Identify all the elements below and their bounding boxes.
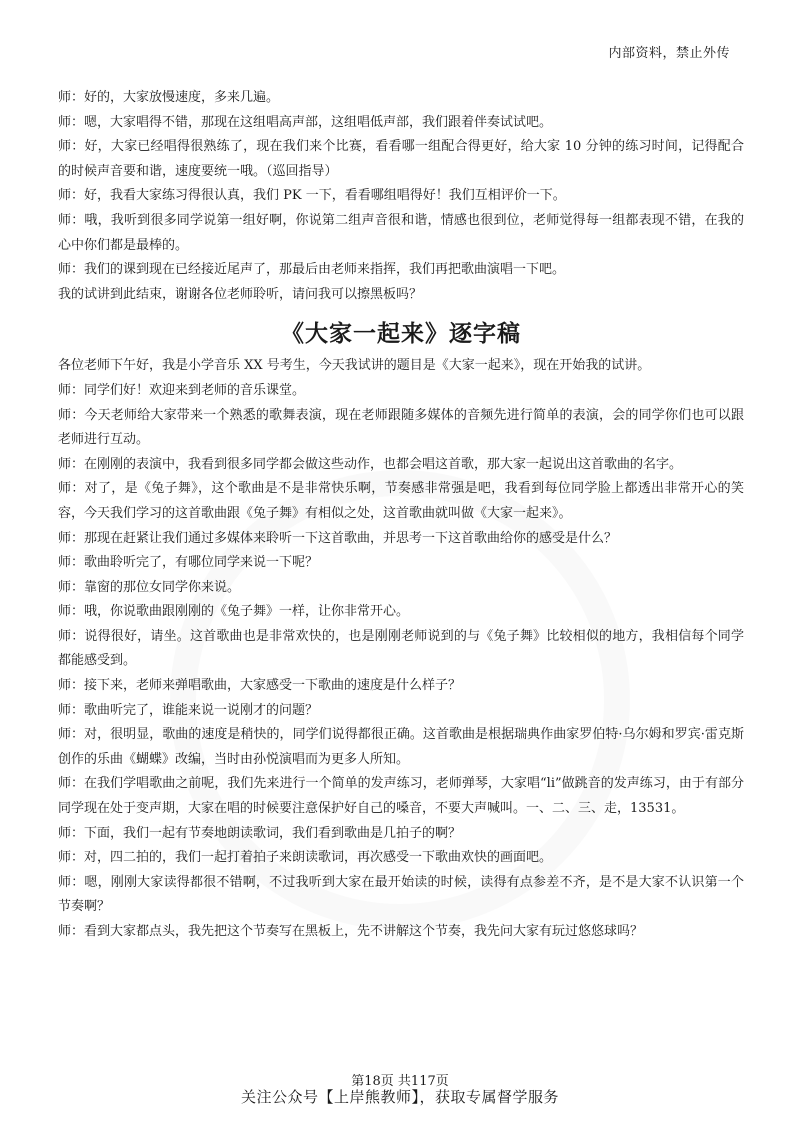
paragraph: 师：对，很明显，歌曲的速度是稍快的，同学们说得都很正确。这首歌曲是根据瑞典作曲家罗伯特·乌尔姆和罗宾·雷克斯创作的乐曲《蝴蝶》改编，当时由孙悦演唱而为更多人所知。: [58, 727, 744, 767]
paragraph: 师：对，四二拍的，我们一起打着拍子来朗读歌词，再次感受一下歌曲欢快的画面吧。: [58, 850, 553, 866]
paragraph: 师：歌曲聆听完了，有哪位同学来说一下呢？: [58, 555, 319, 571]
paragraph: 师：接下来，老师来弹唱歌曲，大家感受一下歌曲的速度是什么样子？: [58, 678, 462, 694]
section-title: 《大家一起来》逐字稿: [281, 321, 521, 348]
page-number: 第18页 共117页: [351, 1074, 449, 1089]
paragraph: 师：哦，我听到很多同学说第一组好啊，你说第二组声音很和谐，情感也很到位，老师觉得每一组都表现不错，在我的心中你们都是最棒的。: [58, 212, 744, 253]
paragraph: 师：下面，我们一起有节奏地朗读歌词，我们看到歌曲是几拍子的啊？: [58, 825, 462, 841]
paragraph: 师：好的，大家放慢速度，多来几遍。: [58, 90, 280, 105]
section-previous-lesson-ending: [58, 86, 744, 307]
paragraph: 师：说得很好，请坐。这首歌曲也是非常欢快的，也是刚刚老师说到的与《兔子舞》比较相似的地方，我相信每个同学都能感受到。: [58, 628, 744, 669]
paragraph: 师：好，大家已经唱得很熟练了，现在我们来个比赛，看看哪一组配合得更好，给大家 10 分钟的练习时间，记得配合的时候声音要和谐，速度要统一哦。（巡回指导）: [58, 139, 744, 179]
paragraph: 师：对了，是《兔子舞》，这个歌曲是不是非常快乐啊，节奏感非常强是吧，我看到每位同学脸上都透出非常开心的笑容，今天我们学习的这首歌曲跟《兔子舞》有相似之处，这首歌曲就叫做《大家一起来》。: [58, 481, 744, 521]
paragraph: 师：好，我看大家练习得很认真，我们 PK 一下，看看哪组唱得好！我们互相评价一下。: [58, 188, 566, 204]
promo-text: 关注公众号【上岸熊教师】，获取专属督学服务: [240, 1088, 559, 1106]
paragraph: 各位老师下午好，我是小学音乐 XX 号考生，今天我试讲的题目是《大家一起来》，现在开始我的试讲。: [58, 358, 651, 374]
paragraph: 师：在刚刚的表演中，我看到很多同学都会做这些动作，也都会唱这首歌，那大家一起说出这首歌曲的名字。: [58, 456, 683, 472]
paragraph: 师：歌曲听完了，谁能来说一说刚才的问题？: [58, 702, 319, 718]
section-transcript: [58, 354, 744, 944]
paragraph: 师：哦，你说歌曲跟刚刚的《兔子舞》一样，让你非常开心。: [58, 604, 410, 620]
paragraph: 我的试讲到此结束，谢谢各位老师聆听，请问我可以擦黑板吗？: [58, 286, 423, 302]
paragraph: 师：在我们学唱歌曲之前呢，我们先来进行一个简单的发声练习，老师弹琴，大家唱“li”做跳音的发声练习，由于有部分同学现在处于变声期，大家在唱的时候要注意保护好自己的嗓音，不要大声喊叫。一、二、三、走，13531。: [58, 776, 744, 817]
document-body: [58, 86, 744, 945]
paragraph: 师：靠窗的那位女同学你来说。: [58, 579, 241, 595]
paragraph: 师：嗯，刚刚大家读得都很不错啊，不过我听到大家在最开始读的时候，读得有点参差不齐，是不是大家不认识第一个节奏啊？: [58, 874, 744, 915]
paragraph: 师：那现在赶紧让我们通过多媒体来聆听一下这首歌曲，并思考一下这首歌曲给你的感受是什么？: [58, 530, 618, 546]
paragraph: 师：嗯，大家唱得不错，那现在这组唱高声部，这组唱低声部，我们跟着伴奏试试吧。: [58, 114, 553, 130]
paragraph: 师：同学们好！欢迎来到老师的音乐课堂。: [58, 382, 306, 398]
paragraph: 师：看到大家都点头，我先把这个节奏写在黑板上，先不讲解这个节奏，我先问大家有玩过悠悠球吗？: [58, 924, 644, 939]
confidential-notice: 内部资料，禁止外传: [608, 46, 730, 61]
paragraph: 师：我们的课到现在已经接近尾声了，那最后由老师来指挥，我们再把歌曲演唱一下吧。: [58, 262, 566, 278]
paragraph: 师：今天老师给大家带来一个熟悉的歌舞表演，现在老师跟随多媒体的音频先进行简单的表演，会的同学你们也可以跟老师进行互动。: [58, 407, 744, 448]
